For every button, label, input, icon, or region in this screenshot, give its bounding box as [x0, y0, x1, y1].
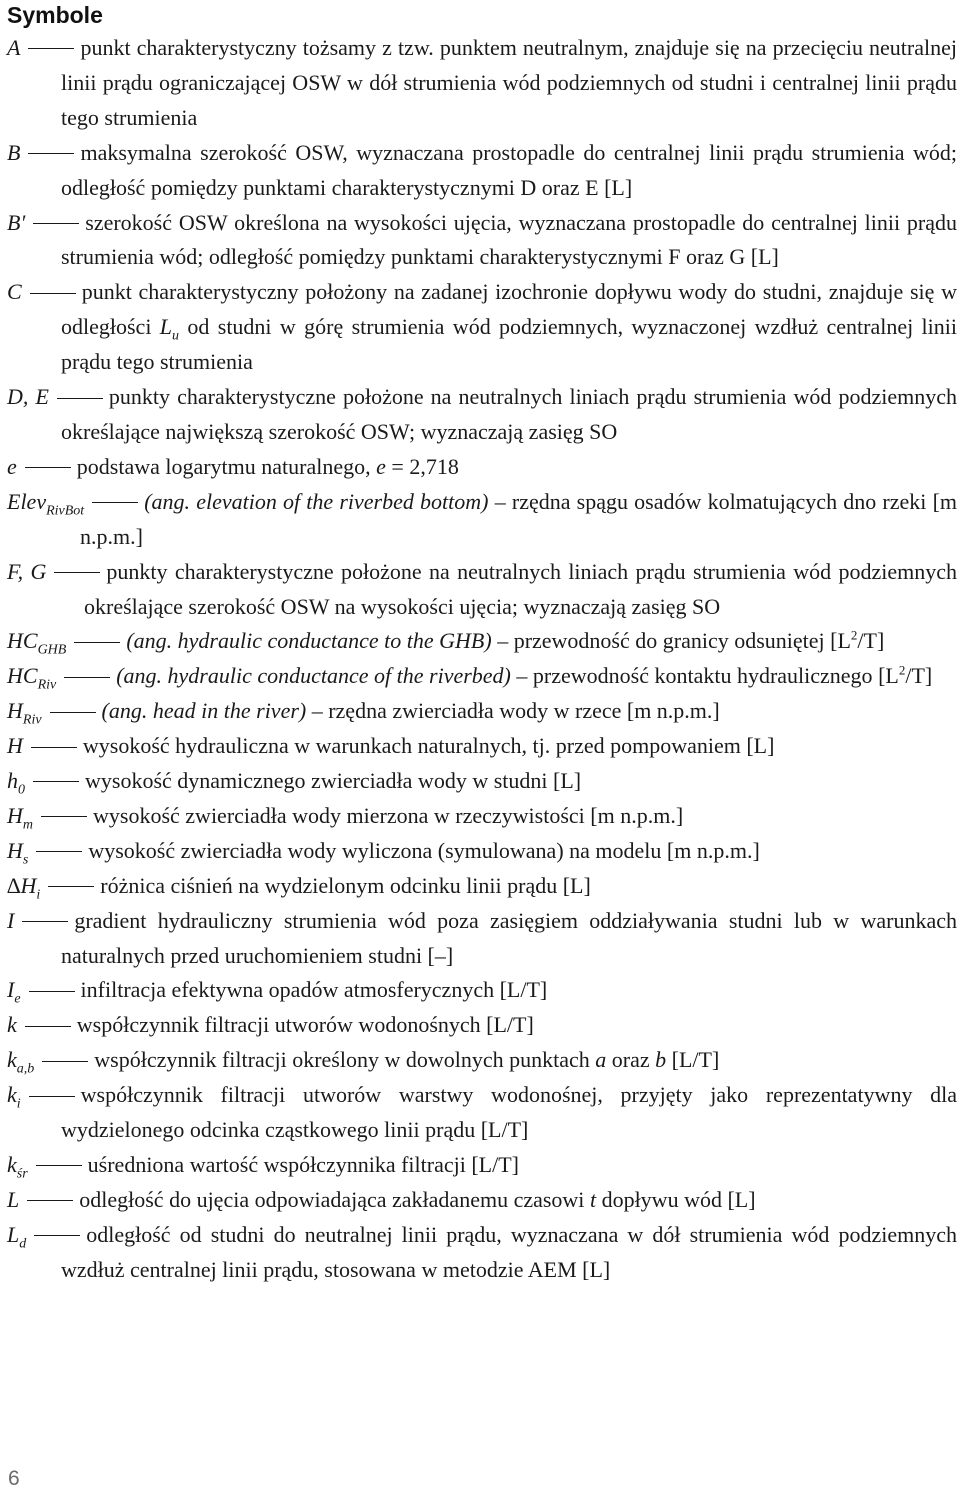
inline-symbol-base: L: [159, 314, 173, 340]
em-dash: [22, 921, 68, 922]
symbol: B: [7, 139, 21, 165]
em-dash: [48, 886, 94, 887]
definition: współczynnik filtracji utworów warstwy wodonośnej, przyjęty jako reprezentatywny dla wydzielonego odcinka cząstkowego linii prądu [L/T]: [61, 1082, 957, 1143]
symbol: A: [7, 35, 21, 60]
symbol: [7, 977, 21, 1007]
symbol-entry: [7, 275, 957, 380]
symbol: [7, 1152, 28, 1182]
symbol-entry: $H_{Riv}$ (ang. head in the river) – rzędna zwierciadła wody w rzece [m n.p.m.]: [7, 698, 720, 728]
em-dash: [57, 398, 103, 399]
symbol-entry: [7, 31, 957, 136]
definition: [79, 1187, 755, 1212]
definition: [94, 1047, 719, 1072]
symbol-entry: $HC_{Riv}$ (ang. hydraulic conductance of the riverbed) – przewodność kontaktu hydraulicznego $[L^2/T]$: [7, 662, 933, 693]
symbol-base: h: [7, 768, 18, 794]
inline-symbol: b: [655, 1047, 667, 1073]
em-dash: [50, 712, 96, 713]
symbol: [7, 1047, 35, 1077]
symbol-entry: [7, 380, 957, 450]
symbol-base: k: [7, 1082, 17, 1108]
inline-symbol: [159, 314, 180, 344]
em-dash: [28, 48, 74, 49]
symbol-base: I: [7, 977, 15, 1003]
unit: [830, 628, 884, 653]
english-term: (ang. hydraulic conductance to the GHB): [126, 628, 492, 654]
symbol-base: H: [7, 802, 23, 828]
symbol: H: [7, 733, 23, 759]
english-term: (ang. head in the river): [101, 698, 307, 724]
em-dash: [33, 781, 79, 782]
symbol-subscript: Riv: [22, 712, 42, 728]
symbol-subscript: Riv: [37, 677, 57, 693]
em-dash: [25, 1026, 71, 1027]
em-dash: [27, 1200, 73, 1201]
symbol: [7, 872, 41, 903]
symbol-entry: [7, 834, 957, 869]
definition-part: dopływu wód [L]: [596, 1186, 756, 1212]
definition: gradient hydrauliczny strumienia wód poza zasięgiem oddziaływania studni lub w warunkach naturalnych przed uruchomieniem studni [–]: [61, 907, 957, 968]
symbol: F, G: [7, 558, 47, 584]
symbol-entry: [7, 869, 957, 904]
unit-part: /T]: [905, 663, 933, 689]
em-dash: [30, 293, 76, 294]
symbol-entry: [7, 450, 957, 485]
symbol: [7, 837, 29, 868]
symbol-entry: [7, 904, 957, 974]
symbol-entry: [7, 764, 957, 799]
definition-part: punkt charakterystyczny położony na zadanej izochronie dopływu wody do studni, znajduje się w odległości: [61, 279, 957, 340]
em-dash: [41, 816, 87, 817]
symbol-base: ∆H: [7, 872, 37, 898]
em-dash: [92, 502, 138, 503]
definition: wysokość dynamicznego zwierciadła wody w studni [L]: [85, 768, 582, 794]
unit: [878, 663, 932, 688]
definition-part: podstawa logarytmu naturalnego,: [76, 453, 377, 479]
symbol-list: [7, 31, 957, 1288]
em-dash: [33, 223, 79, 224]
definition-part: [L/T]: [666, 1047, 720, 1073]
symbol: [7, 1221, 27, 1252]
symbol: C: [7, 279, 22, 305]
definition: rzędna zwierciadła wody w rzece [m n.p.m.]: [328, 698, 720, 724]
unit-exponent: 2: [850, 628, 858, 644]
symbol: [7, 768, 25, 798]
symbol-subscript: śr: [16, 1166, 28, 1182]
em-dash: [42, 1061, 88, 1062]
symbol-base: H: [7, 837, 23, 863]
symbol-entry: [7, 1183, 957, 1218]
unit-part: [L: [830, 628, 851, 654]
symbol-base: Elev: [7, 488, 47, 514]
symbol-entry: [7, 1148, 957, 1183]
symbol: [7, 802, 34, 833]
symbol: I: [7, 907, 15, 933]
symbol-entry: [7, 729, 957, 764]
definition: wysokość hydrauliczna w warunkach naturalnych, tj. przed pompowaniem [L]: [82, 733, 775, 759]
symbol: k: [7, 1012, 17, 1038]
em-dash: [29, 1096, 75, 1097]
definition: punkty charakterystyczne położone na neutralnych liniach prądu strumienia wód podziemnych określające szerokość OSW na wysokości ujęcia; wyznaczają zasięg SO: [84, 558, 957, 619]
definition-part: oraz: [606, 1047, 656, 1073]
symbol: B′: [7, 209, 26, 235]
symbol-entry: [7, 555, 957, 625]
definition: punkt charakterystyczny tożsamy z tzw. punktem neutralnym, znajduje się na przecięciu neutralnej linii prądu ograniczającej OSW w dół strumienia wód podziemnych od studni i centralnej linii prądu tego strumienia: [61, 35, 957, 130]
em-dash: [31, 747, 77, 748]
symbol: [7, 698, 42, 728]
definition: przewodność do granicy odsuniętej: [513, 628, 825, 654]
symbol: [7, 1082, 21, 1112]
symbol-base: HC: [7, 628, 38, 654]
symbol-base: H: [7, 698, 23, 724]
symbol-subscript: s: [22, 852, 29, 868]
symbol-entry: [7, 1008, 957, 1043]
symbol: D, E: [7, 384, 49, 410]
symbol-entry: [7, 799, 957, 834]
symbol-entry: [7, 206, 957, 276]
symbol: [7, 628, 67, 658]
symbol-entry: [7, 1218, 957, 1288]
unit-part: /T]: [857, 628, 885, 654]
em-dash: [29, 991, 75, 992]
inline-symbol: a: [595, 1047, 607, 1073]
symbol: L: [7, 1186, 20, 1212]
definition: punkty charakterystyczne położone na neutralnych liniach prądu strumienia wód podziemnych określające największą szerokość OSW; wyznaczają zasięg SO: [61, 384, 957, 444]
definition: [77, 454, 459, 479]
symbol-entry: [7, 973, 957, 1008]
definition-part: od studni w górę strumienia wód podziemnych, wyznaczonej wzdłuż centralnej linii prądu tego strumienia: [61, 314, 958, 375]
definition: [61, 279, 957, 374]
symbol-entry: [7, 136, 957, 206]
definition-part: odległość do ujęcia odpowiadająca zakładanemu czasowi: [79, 1186, 590, 1212]
em-dash: [28, 153, 74, 154]
definition: współczynnik filtracji utworów wodonośnych [L/T]: [76, 1012, 534, 1038]
symbol-subscript: i: [36, 887, 41, 903]
em-dash: [36, 851, 82, 852]
em-dash: [36, 1165, 82, 1166]
em-dash: [25, 467, 71, 468]
symbol-subscript: i: [16, 1096, 21, 1112]
symbol-entry: [7, 1078, 957, 1148]
em-dash: [34, 1235, 80, 1236]
symbol-subscript: d: [19, 1236, 27, 1252]
symbol-subscript: 0: [18, 782, 25, 798]
definition: wysokość zwierciadła wody wyliczona (symulowana) na modelu [m n.p.m.]: [88, 837, 760, 863]
definition: maksymalna szerokość OSW, wyznaczana prostopadle do centralnej linii prądu strumienia wód; odległość pomiędzy punktami charakterystycznymi D oraz E [L]: [61, 139, 957, 200]
symbol: e: [7, 453, 17, 479]
inline-symbol: t: [589, 1186, 597, 1212]
definition: uśredniona wartość współczynnika filtracji [L/T]: [87, 1152, 519, 1177]
definition: szerokość OSW określona na wysokości ujęcia, wyznaczana prostopadle do centralnej linii prądu strumienia wód; odległość pomiędzy punktami charakterystycznymi F oraz G [L]: [61, 209, 957, 270]
symbol-subscript: RivBot: [46, 503, 85, 519]
definition-part: współczynnik filtracji określony w dowolnych punktach: [94, 1047, 596, 1073]
symbol-base: L: [7, 1221, 20, 1247]
unit-part: [L: [878, 663, 899, 689]
symbol-subscript: m: [22, 817, 34, 833]
symbol-subscript: a,b: [16, 1061, 35, 1077]
em-dash: [74, 642, 120, 643]
inline-symbol-subscript: u: [172, 328, 180, 344]
definition: infiltracja efektywna opadów atmosferycznych [L/T]: [80, 977, 548, 1003]
em-dash: [54, 572, 100, 573]
definition: przewodność kontaktu hydraulicznego: [532, 663, 873, 689]
page-number: 6: [8, 1467, 20, 1490]
symbol: [7, 663, 57, 693]
symbol-base: k: [7, 1152, 17, 1177]
definition: różnica ciśnień na wydzielonym odcinku linii prądu [L]: [100, 872, 591, 898]
definition: wysokość zwierciadła wody mierzona w rzeczywistości [m n.p.m.]: [93, 802, 684, 828]
symbol-subscript: e: [14, 991, 21, 1007]
symbol-base: HC: [7, 663, 38, 689]
inline-symbol: e: [376, 453, 386, 479]
section-heading: Symbole: [7, 2, 103, 28]
english-term: (ang. hydraulic conductance of the riverbed): [116, 663, 511, 689]
english-term: (ang. elevation of the riverbed bottom): [144, 488, 489, 514]
unit-exponent: 2: [898, 662, 906, 678]
symbol-entry: $HC_{GHB}$ (ang. hydraulic conductance to the GHB) – przewodność do granicy odsuniętej $[L^2/T]$: [7, 628, 885, 658]
symbol-base: k: [7, 1047, 17, 1073]
definition: rzędna spągu osadów kolmatujących dno rzeki [m n.p.m.]: [80, 488, 958, 549]
symbol: [7, 488, 85, 519]
symbol-entry: [7, 1043, 957, 1078]
symbol-subscript: GHB: [37, 642, 67, 658]
em-dash: [64, 677, 110, 678]
definition: odległość od studni do neutralnej linii prądu, wyznaczana w dół strumienia wód podziemnych wzdłuż centralnej linii prądu, stosowana w metodzie AEM [L]: [61, 1221, 957, 1282]
definition-part: = 2,718: [385, 453, 459, 479]
symbol-entry: Elev$_{RivBot}$ (ang. elevation of the riverbed bottom) – rzędna spągu osadów kolmatujących dno rzeki [m n.p.m.]: [7, 488, 958, 549]
